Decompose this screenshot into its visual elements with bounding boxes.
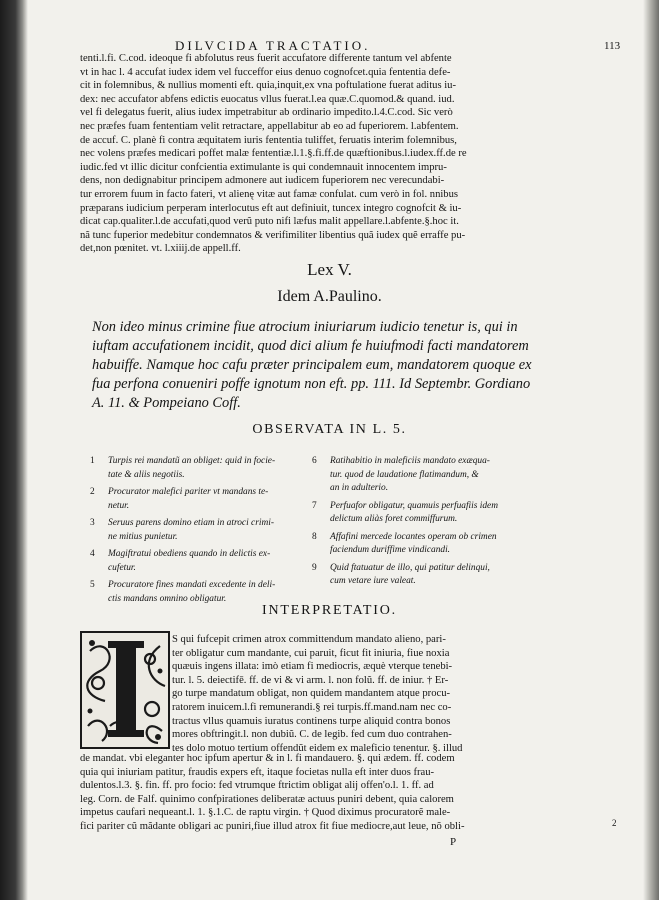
statute-line: iuftam accufationem incidit, quod dici alium fe huiufmodi facti mandatorem: [92, 338, 529, 354]
text-line: de mandat. vbi eleganter hoc ipfum apertur & in l. fi mandauero. §. qui ædem. ff. codem: [80, 753, 455, 764]
item-line: an in adulterio.: [330, 483, 389, 493]
signature-mark: P: [450, 836, 457, 848]
text-line: tur errorem fuum in facto fateri, vt alienę vitæ aut famæ confulat. cum verò in fol. nnibus: [80, 188, 459, 200]
observata-item: [90, 455, 340, 482]
item-line: Quid ftatuatur de illo, qui patitur delinqui,: [330, 562, 490, 573]
item-number: 6: [312, 456, 317, 466]
text-line: det,non pœnitet. vt. l.xiiij.de appell.ff.: [80, 243, 241, 255]
item-line: Perfuafor obligatur, quamuis perfuafiis idem: [330, 500, 498, 511]
text-line: quæuis ingens illata: imò etiam fi mediocris, æquè vterque tenebi-: [172, 661, 453, 673]
item-line: Turpis rei mandatũ an obliget: quid in focie-: [108, 456, 276, 466]
text-line: go turpe mandatum obligat, non quidem mandantem atque procu-: [172, 688, 451, 700]
observata-item: [312, 531, 562, 558]
text-line: nec præfes fuam fententiam velit retractare, appellabitur ab eo ad fuperiorem. l.abfentem.: [80, 120, 459, 132]
text-line: quia qui iniuriam patitur, fraudis expers eft, itaque focietas nulla eft inter duos frau-: [80, 766, 435, 778]
lex-heading: Lex V.: [307, 260, 352, 279]
observata-item: [312, 500, 562, 527]
interpretatio-heading: INTERPRETATIO.: [262, 603, 397, 618]
item-number: 7: [312, 500, 317, 511]
text-line: mores obftringit.l. non dubiũ. C. de legib. fed cum duo contrahen-: [172, 729, 452, 741]
item-line: delictum aliàs foret commiffurum.: [330, 514, 458, 524]
item-line: ctis mandans omnino obligatur.: [108, 593, 227, 604]
text-line: dicat cap.qualiter.l.de accufati,quod verũ puto nifi læfus malit appellare.l.abfente.§.hoc it.: [80, 216, 459, 228]
observata-item: [90, 517, 340, 544]
statute-line: A. 11. & Pompeiano Coff.: [92, 395, 241, 411]
item-number: 4: [90, 549, 95, 559]
item-number: 8: [312, 531, 317, 542]
item-number: 2: [90, 487, 95, 497]
text-line: nec volens præfes medicari poffet malæ fententiæ.l.1.§.fi.ff.de quæftionibus.l.iudex.ff.de re: [80, 148, 467, 160]
item-line: Procuratore fines mandati excedente in deli-: [108, 580, 276, 590]
observata-item: [90, 548, 340, 575]
text-line: ter obligatur cum mandante, cui paruit, ficut fit iniuria, fiue noxia: [172, 647, 450, 659]
item-line: tur. quod de laudatione flatimandum, &: [330, 469, 479, 480]
statute-line: habuiffe. Namque hoc cafu præter principalem eum, mandatorem quoque ex: [92, 357, 532, 373]
margin-mark: 2: [612, 818, 617, 828]
page-number: 113: [604, 40, 621, 52]
text-line: vel fi delegatus fuerit, alius iudex impetrabitur ab ordinario impedito.l.4.C.cod. Sic verò: [80, 107, 453, 119]
idem-heading: Idem A.Paulino.: [277, 288, 382, 305]
text-line: vt in hac l. 4 accufat iudex idem vel fucceffor eius denuo cognofcet.quia fententia defe-: [80, 66, 451, 78]
statute-text: [92, 318, 592, 413]
text-line: fici pariter cũ mãdante obligari ac puniri,fiue illud atrox fit fiue mediocre,aut leue, nõ obli-: [80, 820, 465, 832]
running-title: DILVCIDA TRACTATIO.: [175, 38, 371, 53]
text-line: tractus vllus quamuis iuratus continens turpe aliquid contra bonos: [172, 715, 451, 727]
text-line: cit in folemnibus, & nullius momenti eft. quia,inquit,ex vna poftulatione fuerat aditus iu-: [80, 80, 457, 92]
text-line: dens, non dedignabitur principem admonere aut iudicem fuperiorem nec verecundabi-: [80, 175, 445, 187]
item-line: cufetur.: [108, 562, 136, 573]
text-line: iudic.fed vt illic dicitur confcientia extimulante is qui condemnauit innocentem impru-: [80, 161, 447, 173]
observata-heading: OBSERVATA IN L. 5.: [252, 422, 407, 437]
text-line: tur. l. 5. deiectifē. ff. de vi & vi arm. l. non folũ. ff. de iniur. † Er-: [172, 674, 449, 686]
observata-item: [312, 562, 562, 589]
item-line: Ratihabitio in maleficiis mandato exæqua-: [330, 456, 490, 466]
text-line: præparans iudicium perperam interlocutus eft aut definiuit, tuncex integro cognofcit & iu-: [80, 202, 462, 214]
interpretatio-text: [80, 752, 592, 834]
text-line: ratorem inuicem.l.fi remunerandi.§ rei turpis.ff.mand.nam nec co-: [172, 701, 452, 713]
top-commentary: [80, 52, 585, 256]
item-line: Magiftratui obediens quando in delictis ex-: [108, 549, 271, 559]
item-line: Procurator malefici pariter vt mandans te-: [108, 487, 269, 497]
text-line: S qui fufcepit crimen atrox committendum mandato alieno, pari-: [172, 634, 446, 645]
item-line: netur.: [108, 500, 130, 511]
observata-right-column: [312, 455, 562, 593]
item-number: 5: [90, 580, 95, 590]
item-line: faciendum duriffime vindicandi.: [330, 545, 451, 555]
binding-gutter-shadow: [0, 0, 28, 900]
interpretatio-text-beside-initial: [172, 633, 592, 755]
item-line: tate & aliis negotiis.: [108, 469, 185, 480]
observata-item: [90, 486, 340, 513]
item-line: ne mitius punietur.: [108, 531, 178, 542]
item-number: 9: [312, 562, 317, 573]
item-line: Seruus parens domino etiam in atroci crimi-: [108, 518, 274, 528]
text-line: de accuf. C. planè fi contra æquitatem iuris fententia tuliffet, feruatis interim folemnibus,: [80, 134, 457, 146]
observata-item: [312, 455, 562, 496]
text-line: tes dolo motuo tertium offendũt eidem ex maleficio tenentur. §. illud: [172, 742, 463, 754]
observata-left-column: [90, 455, 340, 610]
text-line: nã tunc fuperior medebitur condemnatos & verifimiliter libentius quã iudex quẽ erraffe pu-: [80, 229, 466, 241]
text-line: dex: nec accufator abfens edictis euocatus vllus fuerat.l.ea quæ.C.quomod.& quand. iud.: [80, 93, 455, 105]
item-line: cum vetare iure valeat.: [330, 576, 416, 586]
text-line: impetus caufari nequeant.l. 1. §.1.C. de raptu virgin. † Quod diximus procuratorẽ male-: [80, 807, 451, 819]
statute-line: Non ideo minus crimine fiue atrocium iniuriarum iudicio tenetur is, qui in: [92, 319, 518, 335]
page-edge-shadow: [643, 0, 659, 900]
text-line: leg. Corn. de Falf. quinimo confpirationes deliberatæ actuus puniri debent, quia calorem: [80, 793, 454, 805]
item-line: Affafini mercede locantes operam ob crimen: [330, 531, 497, 542]
statute-line: fua perfona conueniri poffe ignotum non eft. pp. 111. Id Septembr. Gordiano: [92, 376, 531, 392]
observata-item: [90, 579, 340, 606]
item-number: 1: [90, 456, 95, 466]
text-line: tenti.l.fi. C.cod. ideoque fi abfolutus reus fuerit accufatore differente tantum vel abfente: [80, 53, 452, 64]
item-number: 3: [90, 518, 95, 528]
text-line: dulentos.l.3. §. fin. ff. pro focio: fed vtrumque ftrictim obligat alij offen'o.l. 1. ff. ad: [80, 780, 434, 792]
decorated-initial-s: [80, 631, 170, 749]
